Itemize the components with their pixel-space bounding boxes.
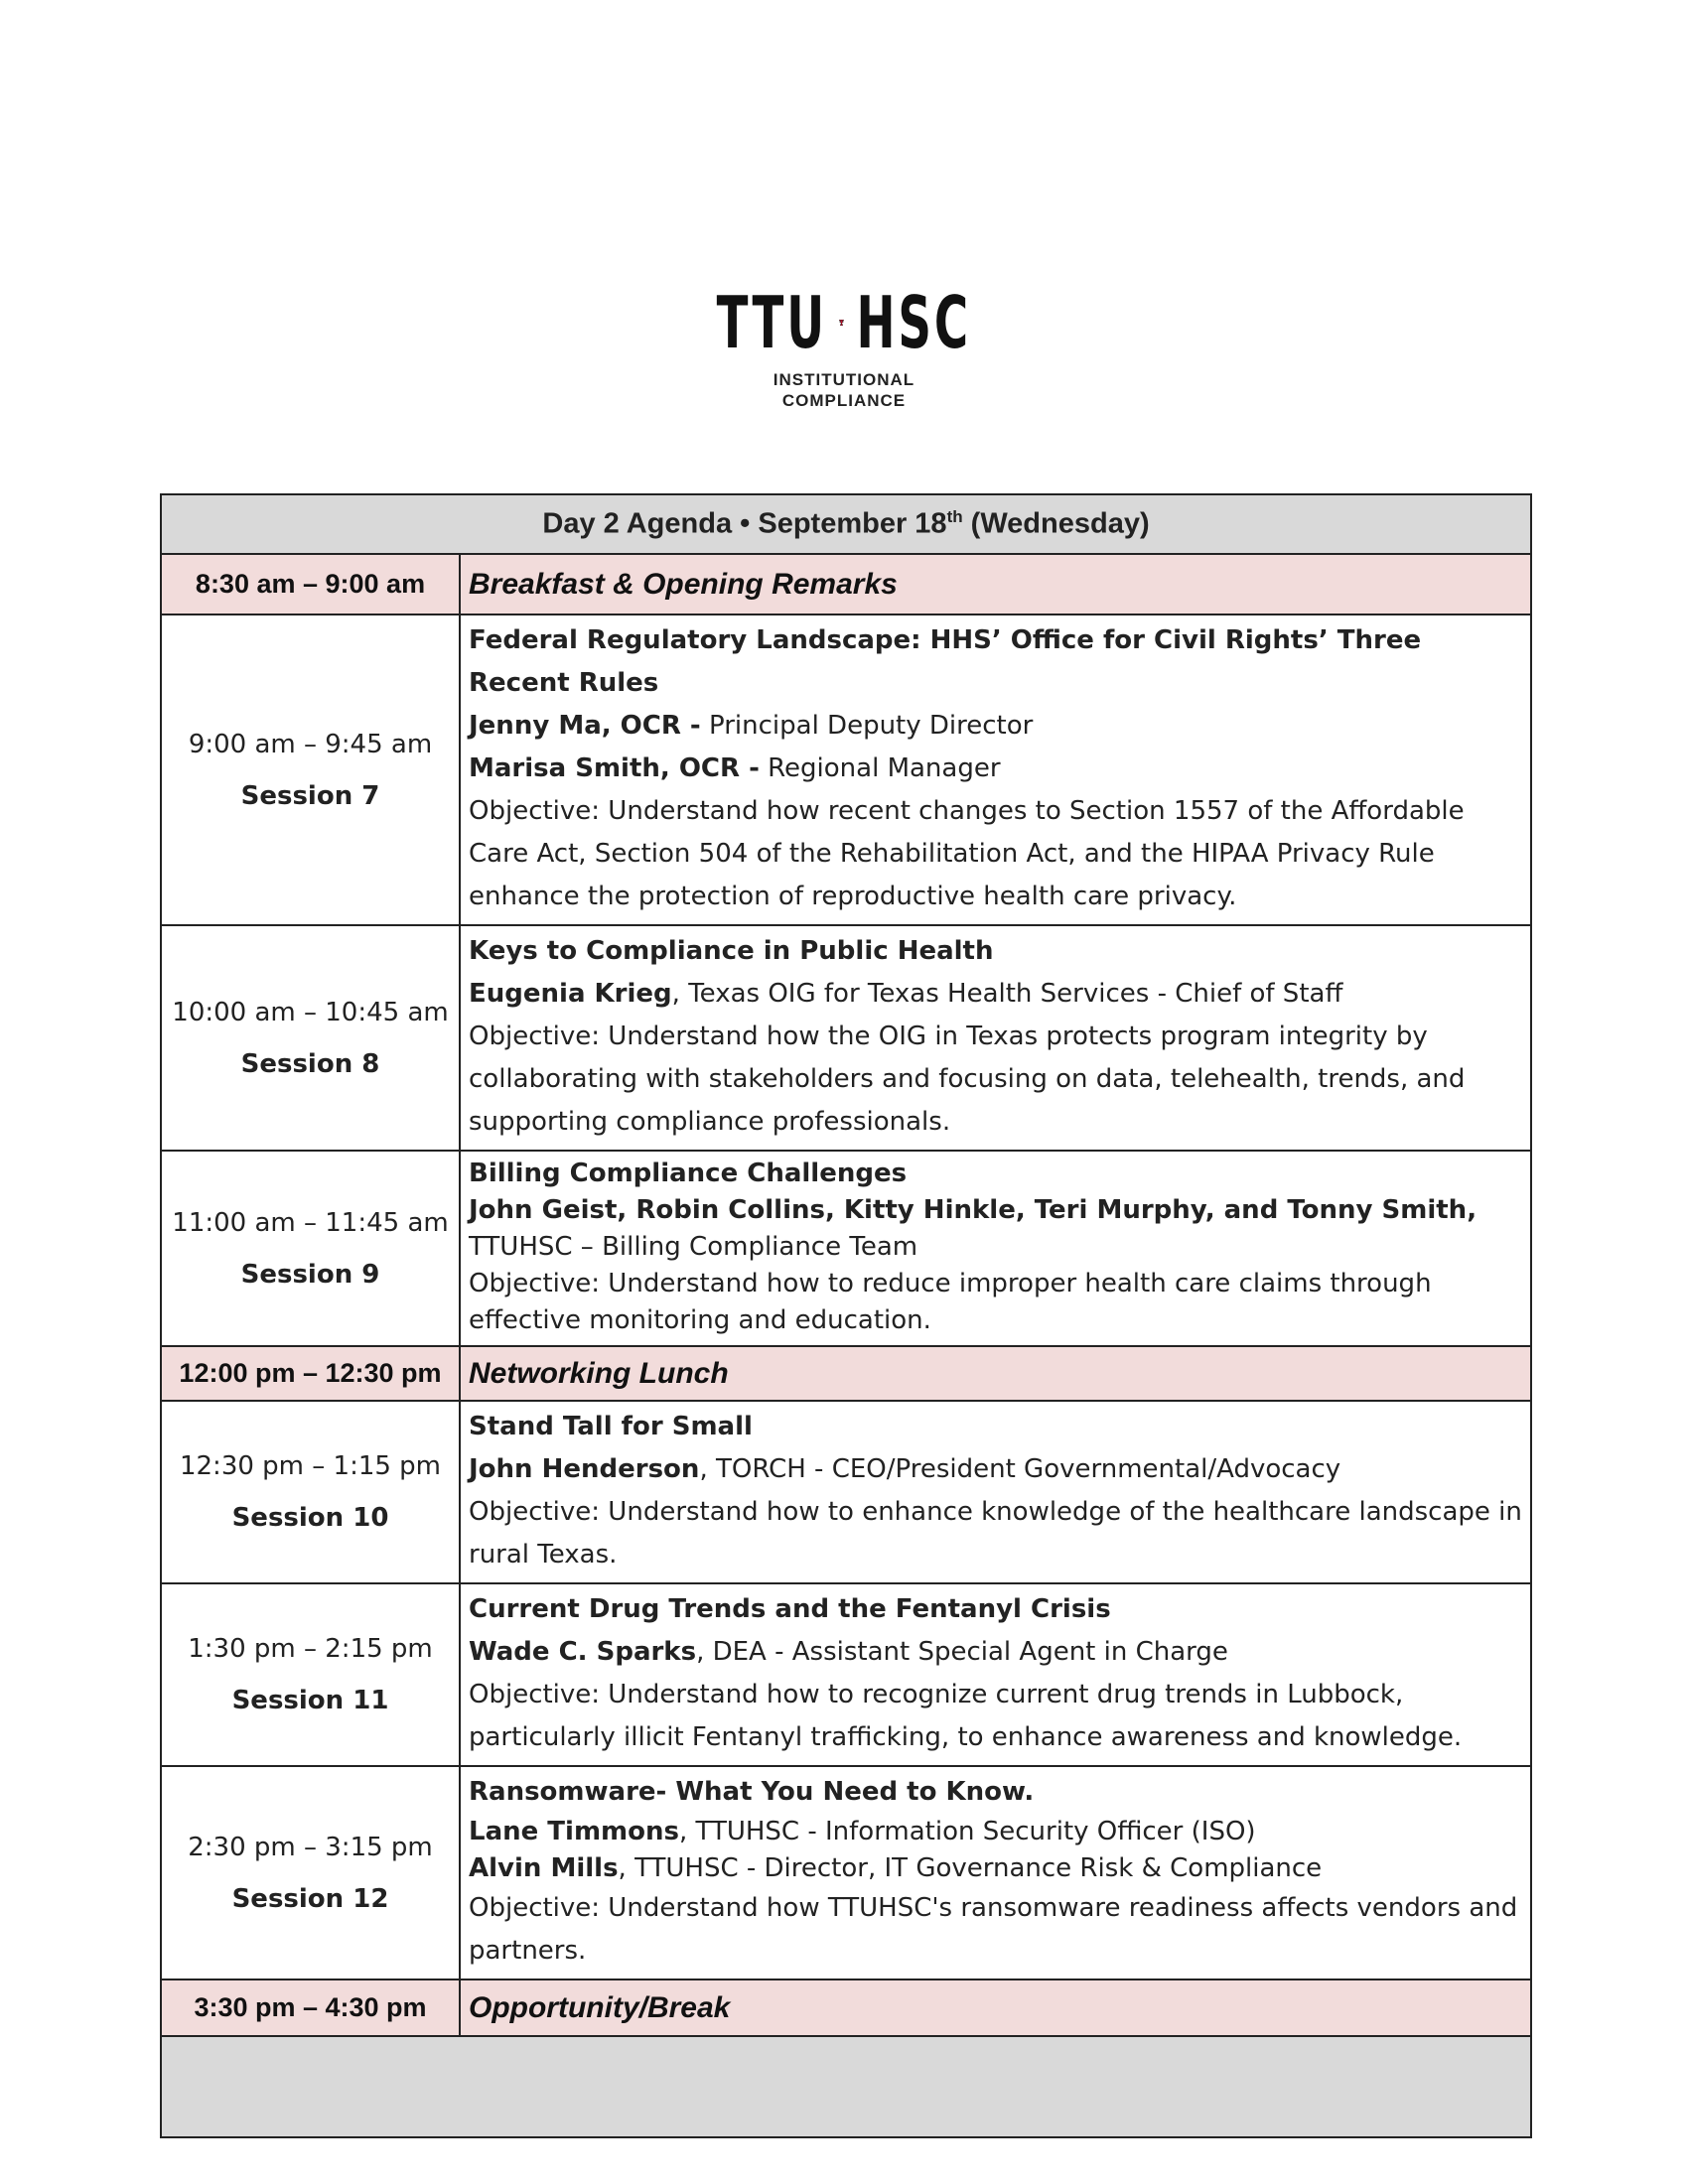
session-objective: Objective: Understand how the OIG in Texas protects program integrity by collaborating with stakeholders and focusing on data, telehealth, trends, and supporting compliance professionals. (469, 1022, 1466, 1137)
speaker-line: Marisa Smith, OCR - Regional Manager (469, 753, 1001, 783)
break-time: 3:30 pm – 4:30 pm (161, 1979, 460, 2036)
session-time-cell (161, 925, 460, 1151)
session-details (460, 1151, 1531, 1346)
session-number: Session 11 (231, 1686, 389, 1715)
speaker-line: Eugenia Krieg, Texas OIG for Texas Health Services - Chief of Staff (469, 979, 1343, 1009)
session-time: 2:30 pm – 3:15 pm (188, 1832, 433, 1862)
ttuhsc-logo (695, 278, 993, 410)
session-number: Session 8 (240, 1048, 380, 1079)
session-title: Billing Compliance Challenges (469, 1159, 908, 1188)
session-time: 10:00 am – 10:45 am (172, 997, 449, 1027)
break-time: 8:30 am – 9:00 am (161, 554, 460, 614)
session-number: Session 7 (240, 780, 380, 811)
speaker-line: Lane Timmons, TTUHSC - Information Security Officer (ISO) (469, 1817, 1256, 1846)
session-row (161, 614, 1531, 925)
logo-subtitle (695, 369, 993, 411)
session-title: Keys to Compliance in Public Health (469, 936, 994, 966)
session-time-cell (161, 1401, 460, 1583)
empty-footer-cell (161, 2036, 1531, 2137)
agenda-header-row (161, 494, 1531, 554)
double-t-icon (839, 286, 844, 359)
session-row (161, 1583, 1531, 1766)
empty-footer-row (161, 2036, 1531, 2137)
break-time: 12:00 pm – 12:30 pm (161, 1346, 460, 1401)
speaker-line: John Henderson, TORCH - CEO/President Governmental/Advocacy (469, 1454, 1341, 1484)
session-number: Session 12 (231, 1883, 389, 1914)
speaker-line: Alvin Mills, TTUHSC - Director, IT Governance Risk & Compliance (469, 1853, 1323, 1883)
speaker-line: Jenny Ma, OCR - Principal Deputy Director (469, 711, 1034, 741)
session-row (161, 925, 1531, 1151)
session-objective: Objective: Understand how recent changes to Section 1557 of the Affordable Care Act, Section 504 of the Rehabilitation Act, and the HIPAA Privacy Rule enhance the protection of reproductive health care privacy. (469, 796, 1465, 911)
session-time-cell (161, 1151, 460, 1346)
logo-wordmark (695, 278, 993, 367)
session-row (161, 1766, 1531, 1979)
agenda-table (160, 493, 1532, 2138)
session-title: Current Drug Trends and the Fentanyl Crisis (469, 1594, 1111, 1624)
session-details (460, 1583, 1531, 1766)
session-time-cell (161, 1766, 460, 1979)
session-title: Ransomware- What You Need to Know. (469, 1777, 1035, 1807)
session-number: Session 9 (240, 1259, 380, 1290)
session-time-cell (161, 614, 460, 925)
logo-word-ttu: TTU (716, 281, 827, 364)
speaker-line: Wade C. Sparks, DEA - Assistant Special Agent in Charge (469, 1637, 1228, 1667)
agenda-title: Day 2 Agenda • September 18th (Wednesday) (161, 494, 1531, 554)
session-title: Stand Tall for Small (469, 1412, 753, 1441)
session-details (460, 1401, 1531, 1583)
session-objective: Objective: Understand how to recognize current drug trends in Lubbock, particularly illicit Fentanyl trafficking, to enhance awareness and knowledge. (469, 1680, 1463, 1752)
session-objective: Objective: Understand how to enhance knowledge of the healthcare landscape in rural Texas. (469, 1497, 1522, 1570)
speaker-line: John Geist, Robin Collins, Kitty Hinkle, Teri Murphy, and Tonny Smith, (469, 1195, 1477, 1225)
session-title: Federal Regulatory Landscape: HHS’ Office for Civil Rights’ Three Recent Rules (469, 625, 1422, 698)
break-title: Opportunity/Break (460, 1979, 1531, 2036)
session-number: Session 10 (231, 1503, 389, 1533)
session-time: 11:00 am – 11:45 am (172, 1207, 449, 1238)
break-row (161, 554, 1531, 614)
speaker-affiliation: TTUHSC – Billing Compliance Team (469, 1232, 918, 1262)
session-details (460, 925, 1531, 1151)
session-objective: Objective: Understand how TTUHSC's ransomware readiness affects vendors and partners. (469, 1893, 1518, 1966)
break-row (161, 1979, 1531, 2036)
session-time-cell (161, 1583, 460, 1766)
break-title: Networking Lunch (460, 1346, 1531, 1401)
break-title: Breakfast & Opening Remarks (460, 554, 1531, 614)
session-row (161, 1151, 1531, 1346)
logo-subtitle-line1: INSTITUTIONAL (773, 370, 915, 389)
logo-subtitle-line2: COMPLIANCE (781, 391, 907, 410)
session-details (460, 614, 1531, 925)
logo-word-hsc: HSC (856, 281, 971, 364)
session-time: 1:30 pm – 2:15 pm (188, 1634, 433, 1664)
session-row (161, 1401, 1531, 1583)
session-details (460, 1766, 1531, 1979)
session-time: 12:30 pm – 1:15 pm (179, 1451, 442, 1481)
break-row (161, 1346, 1531, 1401)
session-objective: Objective: Understand how to reduce improper health care claims through effective monitoring and education. (469, 1269, 1432, 1335)
session-time: 9:00 am – 9:45 am (188, 729, 433, 759)
